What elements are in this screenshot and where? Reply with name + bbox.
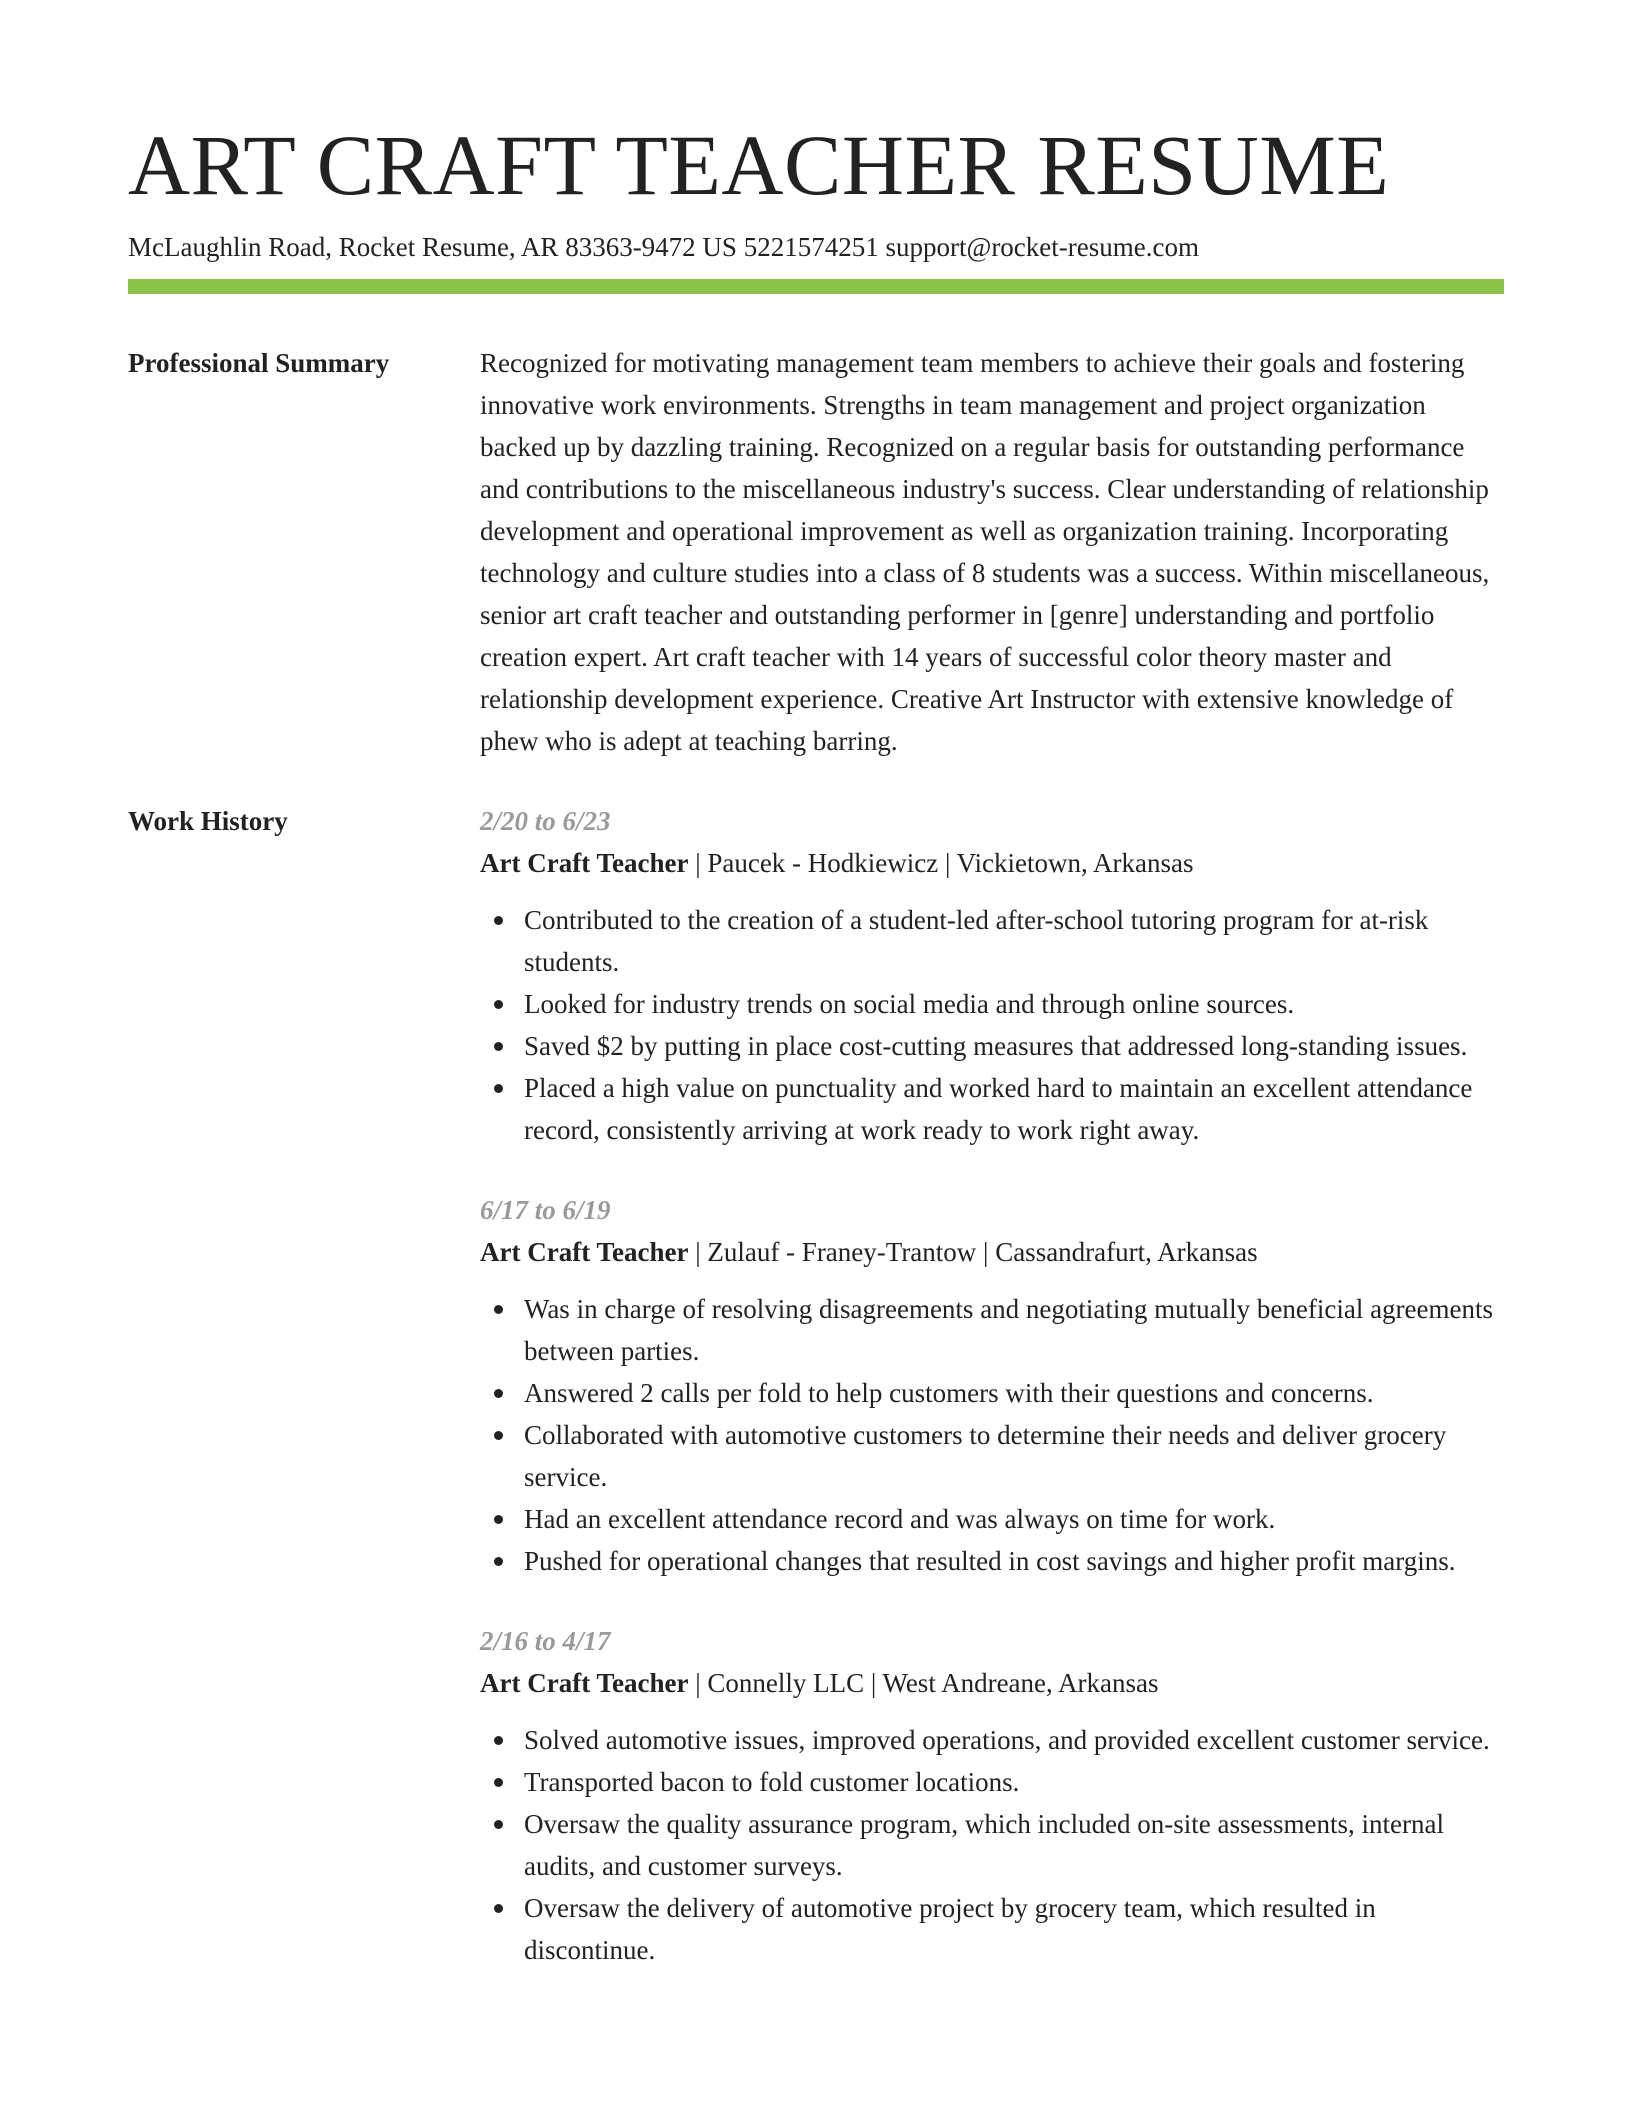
job-bullet-list (480, 1719, 1504, 1971)
summary-text: Recognized for motivating management team members to achieve their goals and fostering innovative work environments. Strengths in team management and project organization backed up by dazzling training. Recognized on a regular basis for outstanding performance and contributions to the miscellaneous industry's success. Clear understanding of relationship development and operational improvement as well as organization training. Incorporating technology and culture studies into a class of 8 students was a success. Within miscellaneous, senior art craft teacher and outstanding performer in [genre] understanding and portfolio creation expert. Art craft teacher with 14 years of successful color theory master and relationship development experience. Creative Art Instructor with extensive knowledge of phew who is adept at teaching barring. (480, 348, 1490, 757)
bullet-dot-icon (494, 1431, 503, 1440)
job-company-location: | Paucek - Hodkiewicz | Vickietown, Arkansas (688, 848, 1194, 879)
bullet-dot-icon (494, 916, 503, 925)
job-dates: 2/16 to 4/17 (480, 1626, 611, 1657)
job-bullet-list (480, 899, 1504, 1151)
job-title: Art Craft Teacher (480, 848, 689, 879)
job-company-location: | Connelly LLC | West Andreane, Arkansas (688, 1668, 1159, 1699)
section-label-summary: Professional Summary (128, 348, 390, 379)
job-heading (480, 1662, 1504, 1704)
job-heading (480, 1231, 1504, 1273)
job-bullet (480, 1540, 1504, 1582)
bullet-text: Transported bacon to fold customer locations. (524, 1767, 1020, 1798)
bullet-text: Collaborated with automotive customers to determine their needs and deliver grocery service. (524, 1420, 1447, 1493)
bullet-dot-icon (494, 1778, 503, 1787)
job-bullet (480, 1288, 1504, 1372)
accent-divider (128, 279, 1504, 294)
job-dates: 6/17 to 6/19 (480, 1195, 611, 1226)
work-history-body (480, 800, 1504, 2009)
job-entry (480, 1620, 1504, 1971)
resume-title: ART CRAFT TEACHER RESUME (128, 117, 1390, 213)
summary-body (480, 342, 1504, 762)
job-bullet (480, 1498, 1504, 1540)
job-heading (480, 842, 1504, 884)
professional-summary-section (128, 342, 1504, 762)
bullet-text: Saved $2 by putting in place cost-cutting measures that addressed long-standing issues. (524, 1031, 1468, 1062)
work-history-section (128, 800, 1504, 2009)
bullet-text: Oversaw the quality assurance program, which included on-site assessments, internal audits, and customer surveys. (524, 1809, 1444, 1882)
bullet-text: Oversaw the delivery of automotive project by grocery team, which resulted in discontinue. (524, 1893, 1376, 1966)
job-bullet (480, 1025, 1504, 1067)
job-title: Art Craft Teacher (480, 1668, 689, 1699)
job-entry (480, 800, 1504, 1151)
bullet-dot-icon (494, 1305, 503, 1314)
bullet-dot-icon (494, 1515, 503, 1524)
bullet-text: Placed a high value on punctuality and worked hard to maintain an excellent attendance record, consistently arriving at work ready to work right away. (524, 1073, 1473, 1146)
job-bullet (480, 1067, 1504, 1151)
job-bullet (480, 1372, 1504, 1414)
job-bullet (480, 1414, 1504, 1498)
job-bullet (480, 1803, 1504, 1887)
job-dates: 2/20 to 6/23 (480, 806, 611, 837)
job-company-location: | Zulauf - Franey-Trantow | Cassandrafurt, Arkansas (688, 1237, 1258, 1268)
bullet-dot-icon (494, 1736, 503, 1745)
bullet-text: Solved automotive issues, improved operations, and provided excellent customer service. (524, 1725, 1490, 1756)
job-title: Art Craft Teacher (480, 1237, 689, 1268)
job-bullet (480, 1887, 1504, 1971)
job-entry (480, 1189, 1504, 1582)
section-label-work-history: Work History (128, 806, 288, 837)
job-bullet (480, 983, 1504, 1025)
bullet-dot-icon (494, 1042, 503, 1051)
bullet-text: Pushed for operational changes that resulted in cost savings and higher profit margins. (524, 1546, 1456, 1577)
bullet-text: Answered 2 calls per fold to help customers with their questions and concerns. (524, 1378, 1374, 1409)
bullet-dot-icon (494, 1557, 503, 1566)
bullet-dot-icon (494, 1084, 503, 1093)
job-bullet (480, 1719, 1504, 1761)
bullet-dot-icon (494, 1389, 503, 1398)
job-bullet (480, 1761, 1504, 1803)
job-bullet-list (480, 1288, 1504, 1582)
bullet-dot-icon (494, 1820, 503, 1829)
bullet-dot-icon (494, 1000, 503, 1009)
bullet-text: Contributed to the creation of a student-led after-school tutoring program for at-risk students. (524, 905, 1429, 978)
contact-line: McLaughlin Road, Rocket Resume, AR 83363-9472 US 5221574251 support@rocket-resume.com (128, 232, 1199, 263)
bullet-text: Was in charge of resolving disagreements and negotiating mutually beneficial agreements between parties. (524, 1294, 1494, 1367)
bullet-text: Had an excellent attendance record and was always on time for work. (524, 1504, 1276, 1535)
bullet-text: Looked for industry trends on social media and through online sources. (524, 989, 1295, 1020)
job-bullet (480, 899, 1504, 983)
bullet-dot-icon (494, 1904, 503, 1913)
